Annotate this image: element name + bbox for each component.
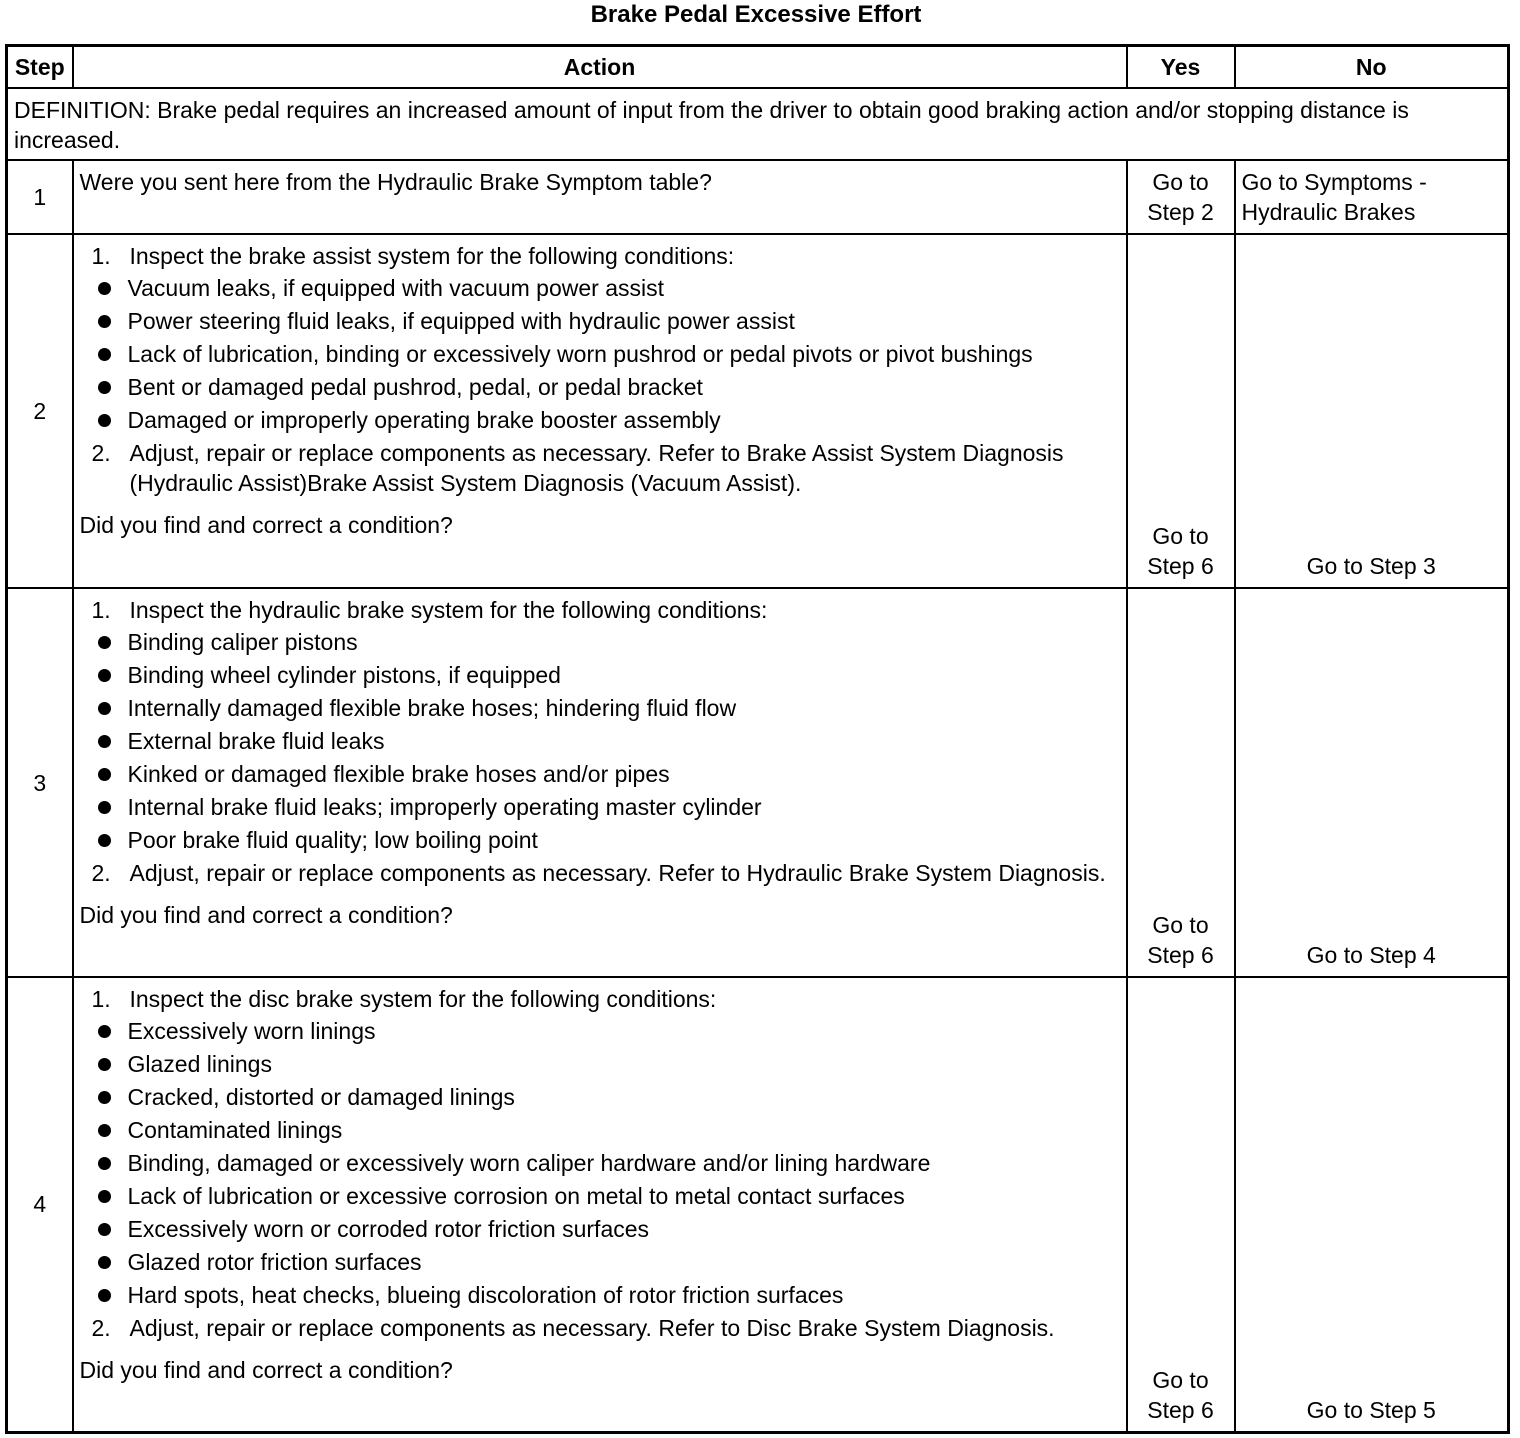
- bullet-icon: [98, 1223, 111, 1236]
- condition-list: [80, 273, 1120, 435]
- action-item: [80, 984, 1120, 1014]
- item-text: Adjust, repair or replace components as necessary. Refer to Brake Assist System Diagnosis (Hydraulic Assist)Brake Assist System Diagnosis (Vacuum Assist).: [129, 440, 1064, 496]
- step-number: 1: [7, 160, 73, 234]
- list-item: Internally damaged flexible brake hoses; hindering fluid flow: [80, 693, 1120, 723]
- list-item: Binding caliper pistons: [80, 627, 1120, 657]
- bullet-icon: [98, 1289, 111, 1302]
- action-list: [80, 1313, 1120, 1343]
- action-list: [80, 241, 1120, 271]
- bullet-icon: [98, 636, 111, 649]
- yes-cell: Go to Step 6: [1127, 977, 1235, 1432]
- list-item: Vacuum leaks, if equipped with vacuum power assist: [80, 273, 1120, 303]
- list-item: Glazed rotor friction surfaces: [80, 1247, 1120, 1277]
- list-item: Kinked or damaged flexible brake hoses and/or pipes: [80, 759, 1120, 789]
- bullet-icon: [98, 1091, 111, 1104]
- yes-cell: Go to Step 6: [1127, 234, 1235, 588]
- bullet-icon: [98, 315, 111, 328]
- table-header-row: [7, 46, 1509, 89]
- question: Were you sent here from the Hydraulic Brake Symptom table?: [79, 169, 712, 195]
- list-item: Poor brake fluid quality; low boiling point: [80, 825, 1120, 855]
- list-item: Glazed linings: [80, 1049, 1120, 1079]
- list-item: Bent or damaged pedal pushrod, pedal, or pedal bracket: [80, 372, 1120, 402]
- list-item: External brake fluid leaks: [80, 726, 1120, 756]
- item-text: Adjust, repair or replace components as necessary. Refer to Disc Brake System Diagnosis.: [129, 1315, 1055, 1341]
- question: Did you find and correct a condition?: [79, 512, 453, 538]
- header-step: Step: [7, 46, 73, 89]
- list-item: Internal brake fluid leaks; improperly operating master cylinder: [80, 792, 1120, 822]
- no-cell: Go to Step 5: [1235, 977, 1509, 1432]
- bullet-icon: [98, 702, 111, 715]
- action-item: [80, 438, 1120, 498]
- list-item: Cracked, distorted or damaged linings: [80, 1082, 1120, 1112]
- step-number: 2: [7, 234, 73, 588]
- action-cell: [73, 588, 1127, 977]
- list-item: Power steering fluid leaks, if equipped with hydraulic power assist: [80, 306, 1120, 336]
- action-item: [80, 595, 1120, 625]
- bullet-icon: [98, 768, 111, 781]
- bullet-icon: [98, 735, 111, 748]
- item-text: Inspect the brake assist system for the following conditions:: [129, 243, 735, 269]
- item-text: Inspect the disc brake system for the following conditions:: [129, 986, 717, 1012]
- condition-list: [80, 627, 1120, 855]
- list-item: Binding wheel cylinder pistons, if equipped: [80, 660, 1120, 690]
- action-list: [80, 858, 1120, 888]
- bullet-icon: [98, 282, 111, 295]
- list-item: Excessively worn linings: [80, 1016, 1120, 1046]
- bullet-icon: [98, 669, 111, 682]
- action-list: [80, 984, 1120, 1014]
- list-item: Damaged or improperly operating brake booster assembly: [80, 405, 1120, 435]
- bullet-icon: [98, 414, 111, 427]
- item-number: 2.: [91, 860, 111, 886]
- bullet-icon: [98, 1190, 111, 1203]
- bullet-icon: [98, 1124, 111, 1137]
- item-text: Adjust, repair or replace components as necessary. Refer to Hydraulic Brake System Diagnosis.: [129, 860, 1106, 886]
- table-row: [7, 234, 1509, 588]
- header-yes: Yes: [1127, 46, 1235, 89]
- bullet-icon: [98, 834, 111, 847]
- diagnostic-table: [5, 44, 1510, 1434]
- yes-cell: Go to Step 6: [1127, 588, 1235, 977]
- page-title: Brake Pedal Excessive Effort: [590, 1, 922, 28]
- action-list: [80, 438, 1120, 498]
- list-item: Excessively worn or corroded rotor friction surfaces: [80, 1214, 1120, 1244]
- list-item: Lack of lubrication or excessive corrosion on metal to metal contact surfaces: [80, 1181, 1120, 1211]
- bullet-icon: [98, 1157, 111, 1170]
- action-cell: [73, 160, 1127, 234]
- no-cell: Go to Step 3: [1235, 234, 1509, 588]
- item-number: 1.: [91, 243, 111, 269]
- list-item: Hard spots, heat checks, blueing discoloration of rotor friction surfaces: [80, 1280, 1120, 1310]
- step-number: 3: [7, 588, 73, 977]
- table-row: [7, 160, 1509, 234]
- action-item: [80, 241, 1120, 271]
- question: Did you find and correct a condition?: [79, 902, 453, 928]
- table-row: [7, 588, 1509, 977]
- no-cell: Go to Symptoms - Hydraulic Brakes: [1235, 160, 1509, 234]
- list-item: Contaminated linings: [80, 1115, 1120, 1145]
- action-cell: [73, 234, 1127, 588]
- item-text: Inspect the hydraulic brake system for the following conditions:: [129, 597, 768, 623]
- no-cell: Go to Step 4: [1235, 588, 1509, 977]
- bullet-icon: [98, 381, 111, 394]
- header-action: Action: [73, 46, 1127, 89]
- yes-cell: Go to Step 2: [1127, 160, 1235, 234]
- header-no: No: [1235, 46, 1509, 89]
- action-item: [80, 858, 1120, 888]
- table-row: [7, 977, 1509, 1432]
- item-number: 2.: [91, 440, 111, 466]
- action-list: [80, 595, 1120, 625]
- bullet-icon: [98, 1256, 111, 1269]
- list-item: Binding, damaged or excessively worn caliper hardware and/or lining hardware: [80, 1148, 1120, 1178]
- action-item: [80, 1313, 1120, 1343]
- action-cell: [73, 977, 1127, 1432]
- item-number: 1.: [91, 986, 111, 1012]
- item-number: 2.: [91, 1315, 111, 1341]
- bullet-icon: [98, 801, 111, 814]
- bullet-icon: [98, 1025, 111, 1038]
- definition-row: [7, 88, 1509, 160]
- question: Did you find and correct a condition?: [79, 1357, 453, 1383]
- bullet-icon: [98, 1058, 111, 1071]
- bullet-icon: [98, 348, 111, 361]
- step-number: 4: [7, 977, 73, 1432]
- definition-text: DEFINITION: Brake pedal requires an increased amount of input from the driver to obtain good braking action and/or stopping distance is increased.: [7, 88, 1509, 160]
- condition-list: [80, 1016, 1120, 1310]
- list-item: Lack of lubrication, binding or excessively worn pushrod or pedal pivots or pivot bushings: [80, 339, 1120, 369]
- item-number: 1.: [91, 597, 111, 623]
